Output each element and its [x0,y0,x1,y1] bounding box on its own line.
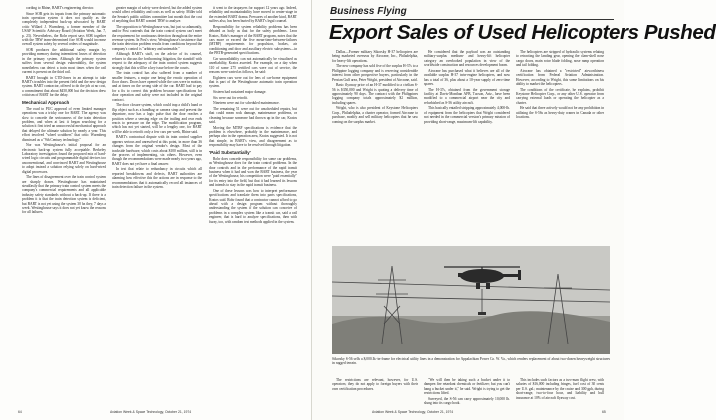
paragraph: Aircrane has obtained a "restricted" airworthiness certification from Federal Aviation Administration. However, according to Wright, this some limitations on his ability to market the helicopters. [516,68,604,87]
right-column-3-bottom [516,378,604,408]
paragraph: Surveyed, the S-56 can carry approximately 10,000 lb. slung into its cargo hook. [424,396,510,406]
paragraph: cording to Rhine, BART's engineering director. [26,6,94,10]
paragraph: BART brought in CTD-Jones in an attempt to take BART's troubles into the present field and the new design system. BART contractor, offered to do the job at no cost, a commitment that about $450,000 but the decision drew criticism of BART for the delay. [22,75,106,98]
paragraph: He said that three actively would not be any prohibition in utilizing the S-56s as heavy-duty cranes in Canada or other locations. [516,106,604,120]
paragraph: Aircrane has purchased what it believes are all of the available surplus H-37 twin-engine helicopters, and now has a total of 36, plus about a 10-year supply of zero-time spares. [424,68,510,87]
right-column-1 [332,50,418,244]
paragraph: Rohr does concede responsibility for some car problems, as Westinghouse does for the train control problems. In the door controls and in the performance of the rapid transit business when it had and won the BART business, the year of the Westinghouse, his competition were "paid essentially" for its entry into the field, but that it had learned its lessons and intends to stay in the rapid transit business. [209,156,297,188]
right-column-2-bottom [424,378,510,408]
paragraph: "We will then be taking such a bucket under it to dampen fire retardant chemicals or fertilizer; but you can't hang a bucket under it," he said. Wright is trying to get the restrictions lifted. [424,378,510,396]
paragraph: He considered that the payload was an outstanding military-surplus medium- and heavy-lift helicopter category an overlooked population in view of the worldwide construction and resources development boom. [424,50,510,68]
paragraph: The door closure system, which could trap a child's hand or flip object such as a handbag or camera strap and prevent the departure, now has a logic pulse that the door reaches a position where a sensing edge on the trailing and rear ends reacts to pressure on the edge. The modification program, which has not yet started, will be a lengthy one, for BART will be able to retrofit only a few cars per week, Rhine said. [112,103,202,134]
paragraph: BART's contractual dispute with its train control supplier appears serious and unresolved at this point, in more than 36 changes from the original vendor's design. Most of the trackside hardware, which costs about $100 million, still is in the process of implementing, six others. However, even though the recommendations were made nearly two years ago, BART does not yet have a final answer. [112,135,202,166]
right-column-3 [516,50,604,244]
paragraph: The conditions of the certificate, he explains, prohibit Keystone Helicopter Corp., or any other U.S. operator from carrying external loads or operating the helicopter as a charter. [516,87,604,105]
subheading-mechanical-approach: Mechanical Approach [22,99,70,105]
photo-caption: Sikorsky S-56 sells a $,000.lb.-in-frame for electrical utility lines in a demonstration for Appalachian Power Co. W. Va., which renders replacement of about two-dozen heavyweight structures in rugged terrain. [332,357,610,366]
paragraph: Nor was Westinghouse's initial proposal for an electronic back-up system fully acceptable. Berkeley Laboratory investigators found the proposed mix of hard-wired logic circuits and programmable digital devices too unconventional, and convinced BART and Westinghouse to adopt instead a solution relying solely on hard-wired digital processors. [22,143,106,174]
paragraph: This basically entailed stripping approximately 4,000-lb. of equipment from the helicopters that Wright considered not needed in the commercial version's primary mission of providing short-range, maximum-lift capability. [424,106,510,124]
left-column-2 [112,6,202,404]
paragraph: it went to the taxpayers for support 12 years ago. Indeed, reliability and maintainability have moved to center-stage in the extended BART drama. Pressures of another kind, BART suffers also, has been buried by BART's legal counsel. [209,6,297,24]
subheading-paid-substantially: 'Paid Substantially' [209,149,251,155]
paragraph: Wright, who is also president of Keystone Helicopters Corp., Philadelphia, a charter operator, formed Aircrane to purchase, modify and sell military helicopters that he saw coming on the surplus market. [332,106,418,124]
paragraph: The new company has sold five of the surplus H-37s to a Philippine logging company and is reserving considerable interest from other prospective buyers, particularly in the Persian Gulf area, Peter Wright, president of Aircrane, said. [332,64,418,82]
paragraph: Since SOR gets its inputs from the primary automatic train operation system it does not qualify as the completely independent back-up advocated by BART critic Willard J. Wurmberg, a former member of the USAF Scientific Advisory Board (Aviation Week, Jan. 7, p. 23). Nevertheless, the Rohr report says SOR together with the TRW team-determined fixe SOR would increase overall system safety by several orders of magnitude. [22,11,106,47]
right-column-2 [424,50,510,244]
footer-publication-right: Aviation Week & Space Technology, October 21, 1974 [372,410,454,414]
right-column-1-bottom [332,378,418,408]
left-column-1 [22,6,106,404]
paragraph: One of these lessons was how to interpret performance specifications and translate them into parts specifications, Kratos said. Rohr found that a contractor cannot afford to go ahead with a design program without thoroughly understanding the system if the solution can conceive of problems in a complex system like a transit car, said a rail engineer, that is hard to analyze specifications, then with fuzzy, too, with random test methods applied in the system. [209,188,297,224]
page-number-right: 65 [602,410,606,414]
paragraph: The H-37s, obtained from the government storage facility at Davis-Monthan AFB, Tucson, Ariz., have been modified to a commercial airport near the city and refurbished as S-56 utility aircraft. [424,87,510,105]
bullet-item: Six were out for retrofit. [213,95,249,100]
paragraph: The helicopters are stripped of hydraulic systems relating to retracting the landing gear, opening the clam-shell nose cargo doors, main rotor blade folding, nose ramp operation and tail folding. [516,50,604,68]
bullet-item: Eighteen cars were out for lens of car-borne equipment that is part of the Westinghouse automatic train operation system. [209,75,297,89]
page-number-left: 64 [18,410,22,414]
helicopter-photo-illustration [332,246,610,354]
paragraph: Moving the MTBF specifications is evidence that the problem is elsewhere, probably in the maintenance, and perhaps also in the operation area, Kratos suggested. It is not that simple, in BART's view, and disagreement as to responsibility may have to be resolved through litigation. [209,125,297,148]
paragraph: SOR produces the additional safety margin by providing memory during intermittent losses of detection in the primary system. Although the primary system suffers from several design vulnerability, the system nonetheless can detect a train most times when the rail current is present on the third rail. [22,48,106,75]
paragraph: Responsibility for system reliability problems has been debated as hotly as that for the safety problems. Leon Kratos, Rohr's manager of the BART program, notes that the cars more or exceed the five mean-time-between-failures (MTBF) requirements for propulsion, brakes, air conditioning and door and auxiliary electric subsystems—in the PRTB-generated specifications. [209,24,297,56]
paragraph: The train control has also suffered from a number of smaller features, a major one being the erratic operation of floor doors. Doors have opened while the cars were in motion, and at times on the wrong side of the car. BART had to pay for a fix to correct this problem because specifications for door operation and safety were not included in the original contract. [112,71,202,102]
article-headline: Export Sales of Used Helicopters Pushed [329,21,716,44]
paragraph: greater margin of safety were desired, but the added system would affect reliability and costs as well as safety. Miller told the Senate's public utilities committee last month that the cost of anything that BART wanted TRW to analyze. [112,6,202,24]
left-page [0,0,312,420]
right-page [312,0,716,420]
bullet-item: Nineteen were out for scheduled maintenance. [213,101,280,106]
paragraph: Car unavailability can not automatically be visualized as unreliability, Kratos asserted. For example, on a day when 110 of some 275 certified cars were out of service, the reasons were varied as follows, he said: [209,56,297,75]
bullet-item: Sixteen had sustained major damage. [213,90,267,95]
footer-publication-left: Aviation Week & Space Technology, October 21, 1974 [110,410,192,414]
paragraph: The lines of disagreement over the train control system are sharply drawn. Westinghouse has maintained steadfastly that the primary train control system meets the company's commercial requirements and all applicable industry safety standards without a back-up. If there is a problem it is that the train detection system is deficient, but BART is not yet using the system 30 hz they, 7 days a week. Westinghouse says it does not yet know the reasons for all failures. [22,175,106,215]
paragraph: In test that relate to redundancy in circuits which all reported breakdowns and defects, BART authorities are alarming how effective this the actions are in response to the recommendations that it automatically record all instances of train detection failure in the system. [112,167,202,189]
section-header: Business Flying [330,6,407,17]
paragraph: The opposition to Westinghouse was, but just so adamantly, and/or Post contends that the train control system can't meet the requirement for continuous detection throughout the entire revenue system. In Post's view, Westinghouse's insistence that the train detection problem results from conditions beyond the company's control is "arbitrary and untenable." [112,24,202,51]
helicopter-photo [332,246,610,354]
header-rule [330,19,614,20]
left-column-3 [209,6,297,404]
paragraph: Dallas—Former military Sikorsky H-37 helicopters are being marketed overseas by Aircrane, Inc., Philadelphia, for heavy-lift operations. [332,50,418,63]
bullet-item: The remaining 51 were out for unscheduled repairs, but that could mean rock damage, maintenance problems, or cleaning because someone had thrown up in the car, Kratos said. [209,106,297,125]
paragraph: The restrictions are relevant, however, for U.S. operators; they do not apply to foreign buyers with their own certification procedures. [332,378,418,391]
paragraph: The road to PUC approval of even limited manager operations was a tricky one for BART. The agency was slow to concede the seriousness of the train detection problem, and when at last it began searching for a solution it first tried an unsuccessful mechanical approach that delayed the ultimate solution by nearly a year. This effort involved "wheel scrubbers" that critic Wurmberg dismissed as a "9th Century technology." [22,106,106,142]
paragraph: Although BART's staff, on the advice of its counsel, refuses to discuss the forthcoming litigation, the standoff with respect to the adequacy of the train control system suggests strongly that this will be a key issue before the courts. [112,52,202,70]
paragraph: Basic flyaway price of an H-37 modified to a civilian S-56 is $350,000 and Wright is quoting a delivery time of approximately 90 days. The contract with the Philippines logging company totals approximately $2 million, including spares. [332,83,418,105]
paragraph: This includes such factors as a two-man flight crew, with salaries of $16,000 including fringes, fuel cost of 30 cents per U.S. gal.; maintenance by the cruise and 300 gph, during short-range, two-to-four hour, and liability and hull insurance at 10% of aircraft flyaway cost. [516,378,604,400]
